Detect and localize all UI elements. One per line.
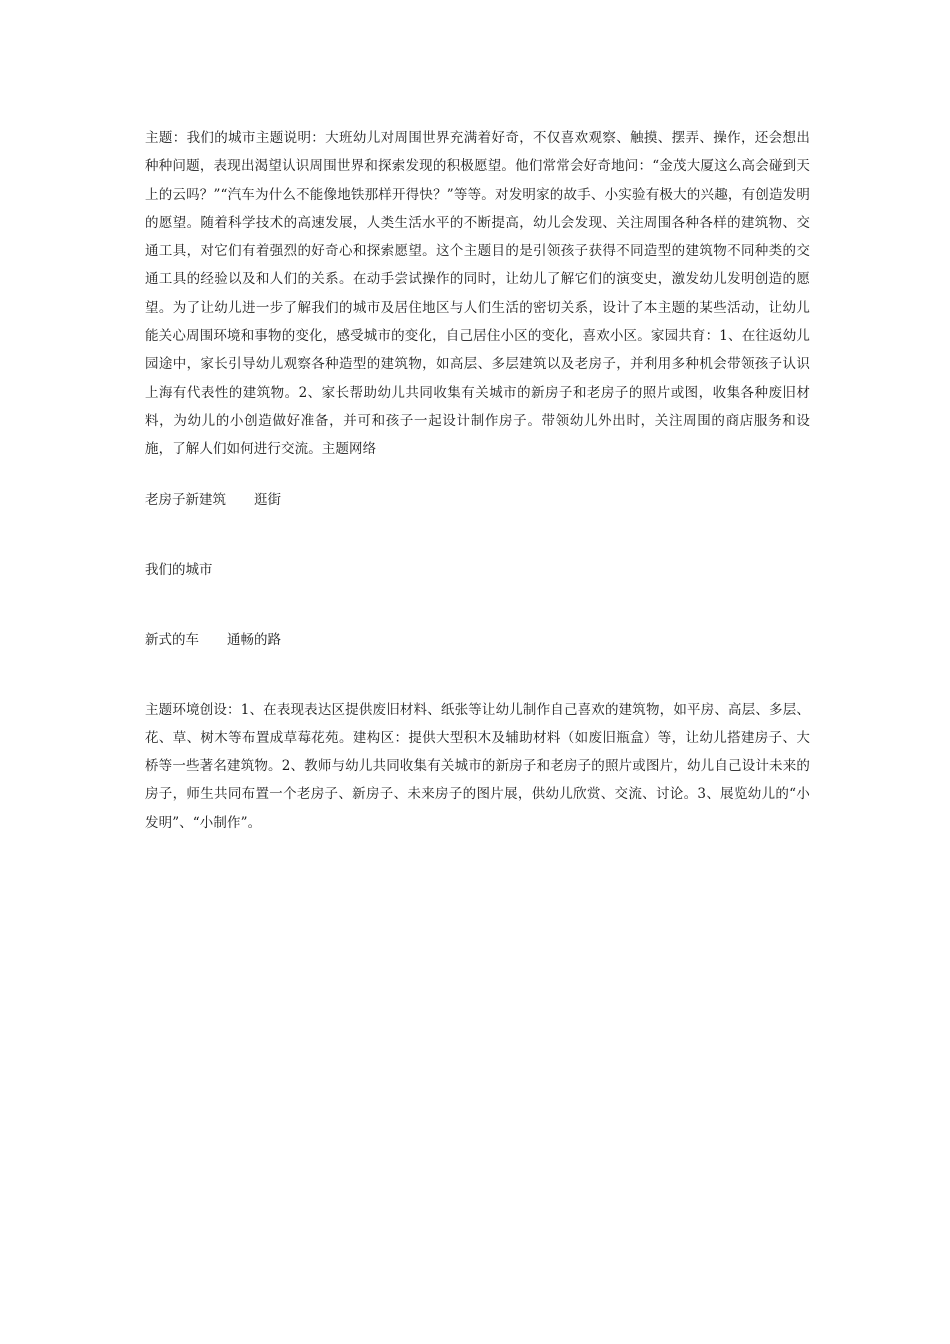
network-row-top bbox=[145, 490, 810, 510]
network-node-new-cars: 新式的车 bbox=[145, 631, 199, 648]
environment-paragraph: 主题环境创设：1、在表现表达区提供废旧材料、纸张等让幼儿制作自己喜欢的建筑物，如平房、高层、多层、花、草、树木等布置成草莓花苑。建构区：提供大型积木及辅助材料（如废旧瓶盒）等，让幼儿搭建房子、大桥等一些著名建筑物。2、教师与幼儿共同收集有关城市的新房子和老房子的照片或图片，幼儿自己设计未来的房子，师生共同布置一个老房子、新房子、未来房子的图片展，供幼儿欣赏、交流、讨论。3、展览幼儿的“小发明”、“小制作”。 bbox=[145, 701, 810, 831]
document-page bbox=[145, 124, 810, 837]
network-row-bottom bbox=[145, 630, 810, 650]
theme-network bbox=[145, 490, 810, 650]
network-row-center bbox=[145, 560, 810, 580]
network-node-clear-roads: 通畅的路 bbox=[227, 631, 281, 648]
network-node-our-city: 我们的城市 bbox=[145, 561, 213, 578]
network-node-shopping: 逛街 bbox=[254, 491, 281, 508]
intro-paragraph: 主题：我们的城市主题说明：大班幼儿对周围世界充满着好奇，不仅喜欢观察、触摸、摆弄、操作，还会想出种种问题，表现出渴望认识周围世界和探索发现的积极愿望。他们常常会好奇地问：“金茂大厦这么高会碰到天上的云吗？”“汽车为什么不能像地铁那样开得快？”等等。对发明家的故手、小实验有极大的兴趣，有创造发明的愿望。随着科学技术的高速发展，人类生活水平的不断提高，幼儿会发现、关注周围各种各样的建筑物、交通工具，对它们有着强烈的好奇心和探索愿望。这个主题目的是引领孩子获得不同造型的建筑物不同种类的交通工具的经验以及和人们的关系。在动手尝试操作的同时，让幼儿了解它们的演变史，激发幼儿发明创造的愿望。为了让幼儿进一步了解我们的城市及居住地区与人们生活的密切关系，设计了本主题的某些活动，让幼儿能关心周围环境和事物的变化，感受城市的变化，自己居住小区的变化，喜欢小区。家园共育：1、在往返幼儿园途中，家长引导幼儿观察各种造型的建筑物，如高层、多层建筑以及老房子，并利用多种机会带领孩子认识上海有代表性的建筑物。2、家长帮助幼儿共同收集有关城市的新房子和老房子的照片或图，收集各种废旧材料，为幼儿的小创造做好准备，并可和孩子一起设计制作房子。带领幼儿外出时，关注周围的商店服务和设施，了解人们如何进行交流。主题网络 bbox=[145, 130, 810, 458]
network-node-old-new-buildings: 老房子新建筑 bbox=[145, 491, 226, 508]
